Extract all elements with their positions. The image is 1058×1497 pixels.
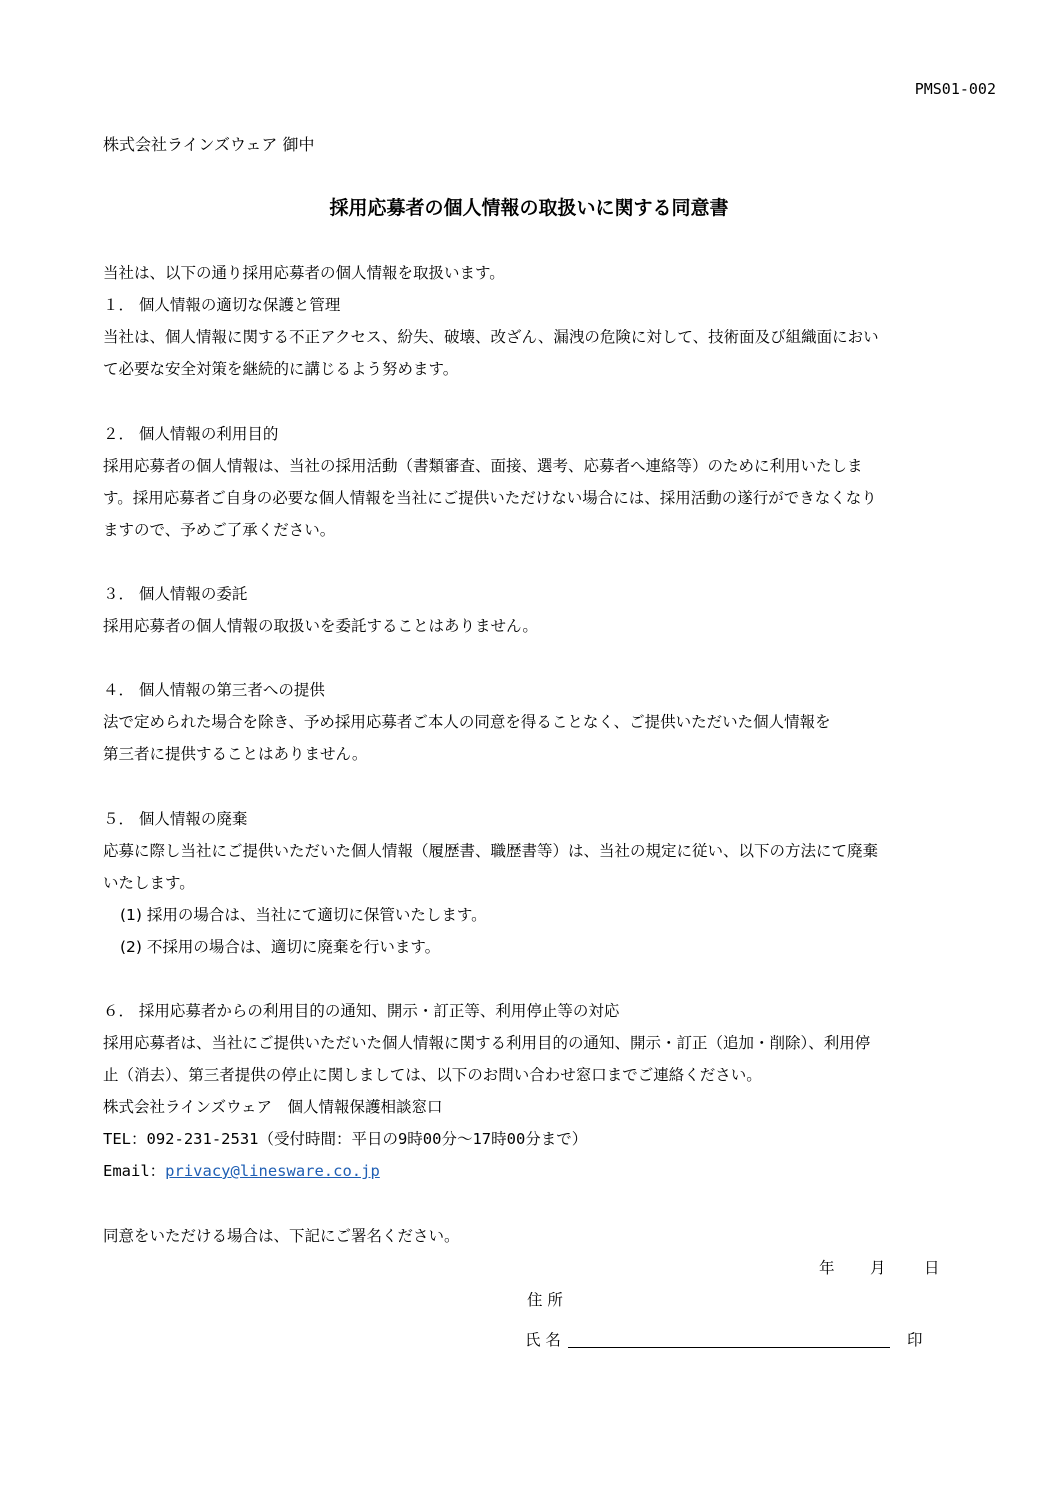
section-1-line: 当社は、個人情報に関する不正アクセス、紛失、破壊、改ざん、漏洩の危険に対して、技術面及び組織面におい — [103, 328, 879, 346]
date-year-label: 年 — [819, 1259, 835, 1277]
email-label: Email： — [103, 1162, 166, 1180]
section-4-heading: ４． 個人情報の第三者への提供 — [103, 681, 325, 699]
section-5-line: いたします。 — [103, 874, 195, 892]
section-5-item: (1) 採用の場合は、当社にて適切に保管いたします。 — [120, 906, 487, 924]
section-3-heading: ３． 個人情報の委託 — [103, 585, 248, 603]
section-1-heading: １． 個人情報の適切な保護と管理 — [103, 296, 341, 314]
contact-email-row — [103, 1161, 380, 1181]
date-month-label: 月 — [870, 1259, 886, 1277]
contact-office: 株式会社ラインズウェア 個人情報保護相談窓口 — [103, 1098, 443, 1116]
intro-text: 当社は、以下の通り採用応募者の個人情報を取扱います。 — [103, 264, 505, 282]
section-4-line: 第三者に提供することはありません。 — [103, 745, 368, 763]
document-number: PMS01-002 — [914, 80, 996, 98]
email-link[interactable]: privacy@linesware.co.jp — [165, 1162, 380, 1180]
section-6-heading: ６． 採用応募者からの利用目的の通知、開示・訂正等、利用停止等の対応 — [103, 1002, 620, 1020]
section-2-line: ますので、予めご了承ください。 — [103, 521, 336, 539]
contact-tel: TEL：092-231-2531（受付時間：平日の9時00分～17時00分まで） — [103, 1130, 588, 1148]
section-2-line: 採用応募者の個人情報は、当社の採用活動（書類審査、面接、選考、応募者へ連絡等）のために利用いたしま — [103, 457, 863, 475]
section-6-line: 採用応募者は、当社にご提供いただいた個人情報に関する利用目的の通知、開示・訂正（追加・削除）、利用停 — [103, 1034, 871, 1052]
date-day-label: 日 — [924, 1259, 940, 1277]
section-5-heading: ５． 個人情報の廃棄 — [103, 810, 248, 828]
section-2-line: す。採用応募者ご自身の必要な個人情報を当社にご提供いただけない場合には、採用活動の遂行ができなくなり — [103, 489, 877, 507]
section-2-heading: ２． 個人情報の利用目的 — [103, 425, 279, 443]
section-6-line: 止（消去）、第三者提供の停止に関しましては、以下のお問い合わせ窓口までご連絡ください。 — [103, 1066, 762, 1084]
name-signature-line[interactable] — [568, 1347, 890, 1348]
section-3-line: 採用応募者の個人情報の取扱いを委託することはありません。 — [103, 617, 538, 635]
addressee: 株式会社ラインズウェア 御中 — [103, 135, 315, 154]
address-label: 住 所 — [527, 1291, 563, 1309]
seal-label: 印 — [907, 1331, 923, 1349]
name-label: 氏 名 — [525, 1331, 561, 1349]
document-title: 採用応募者の個人情報の取扱いに関する同意書 — [329, 197, 729, 219]
section-5-item: (2) 不採用の場合は、適切に廃棄を行います。 — [120, 938, 441, 956]
section-4-line: 法で定められた場合を除き、予め採用応募者ご本人の同意を得ることなく、ご提供いただいた個人情報を — [103, 713, 831, 731]
section-1-line: て必要な安全対策を継続的に講じるよう努めます。 — [103, 360, 459, 378]
section-5-line: 応募に際し当社にご提供いただいた個人情報（履歴書、職歴書等）は、当社の規定に従い、以下の方法にて廃棄 — [103, 842, 879, 860]
consent-request: 同意をいただける場合は、下記にご署名ください。 — [103, 1227, 460, 1245]
